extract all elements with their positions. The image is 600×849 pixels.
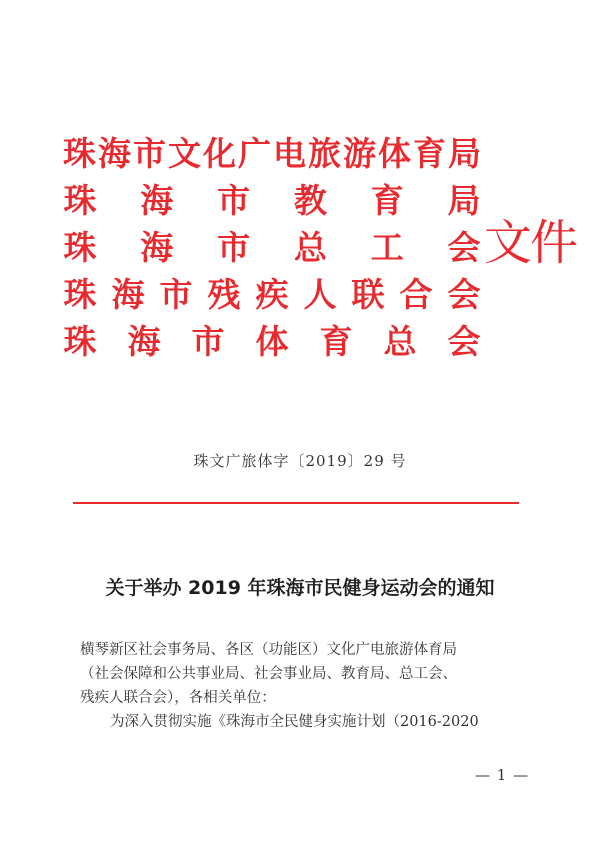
issuing-agencies [62, 130, 482, 365]
body-paragraph: 为深入贯彻实施《珠海市全民健身实施计划（2016-2020 [110, 714, 479, 730]
notice-body [80, 638, 530, 734]
document-number: 珠文广旅体字〔2019〕29 号 [193, 452, 407, 470]
issuer-char: 合 [399, 274, 433, 314]
document-type-label: 文件 [484, 215, 577, 271]
issuer-char: 会 [447, 274, 481, 314]
page-number: — 1 — [475, 766, 530, 784]
issuer-char: 珠 [63, 227, 97, 267]
issuer-char: 海 [98, 133, 131, 173]
issuer-char: 市 [191, 321, 225, 361]
issuer-char: 海 [140, 180, 174, 220]
issuer-char: 海 [127, 321, 161, 361]
issuer-char: 体 [255, 321, 289, 361]
recipients-line: 残疾人联合会），各相关单位： [80, 690, 276, 706]
issuer-char: 教 [293, 180, 327, 220]
issuer-char: 化 [203, 133, 236, 173]
issuer-char: 市 [133, 133, 166, 173]
issuer-char: 广 [238, 133, 271, 173]
notice-title: 关于举办 2019 年珠海市民健身运动会的通知 [105, 577, 495, 599]
issuer-char: 总 [383, 321, 417, 361]
issuer-char: 育 [413, 133, 446, 173]
recipients-line: 横琴新区社会事务局、各区（功能区）文化广电旅游体育局 [80, 642, 457, 658]
issuer-char: 会 [447, 227, 481, 267]
issuer-char: 文 [168, 133, 201, 173]
issuer-char: 海 [140, 227, 174, 267]
issuer-disabled-persons-federation [62, 271, 482, 318]
issuer-char: 市 [159, 274, 193, 314]
issuer-char: 育 [370, 180, 404, 220]
issuer-education-bureau [62, 177, 482, 224]
issuer-char: 残 [207, 274, 241, 314]
issuer-char: 珠 [63, 133, 96, 173]
issuer-char: 局 [447, 180, 481, 220]
issuer-char: 人 [303, 274, 337, 314]
issuer-char: 会 [447, 321, 481, 361]
issuer-char: 游 [343, 133, 376, 173]
issuer-char: 珠 [63, 321, 97, 361]
issuer-char: 电 [273, 133, 306, 173]
issuer-char: 市 [217, 227, 251, 267]
issuer-char: 局 [448, 133, 481, 173]
issuer-culture-tourism-sports-bureau [62, 130, 482, 177]
issuer-char: 体 [378, 133, 411, 173]
issuer-char: 市 [217, 180, 251, 220]
issuer-char: 珠 [63, 180, 97, 220]
issuer-char: 海 [111, 274, 145, 314]
issuer-char: 疾 [255, 274, 289, 314]
issuer-char: 工 [370, 227, 404, 267]
issuer-char: 育 [319, 321, 353, 361]
issuer-char: 旅 [308, 133, 341, 173]
issuer-sports-federation [62, 318, 482, 365]
red-separator-line [73, 502, 519, 504]
recipients-line: （社会保障和公共事业局、社会事业局、教育局、总工会、 [80, 666, 457, 682]
issuer-federation-of-trade-unions [62, 224, 482, 271]
issuer-char: 总 [293, 227, 327, 267]
issuer-char: 珠 [63, 274, 97, 314]
issuer-char: 联 [351, 274, 385, 314]
